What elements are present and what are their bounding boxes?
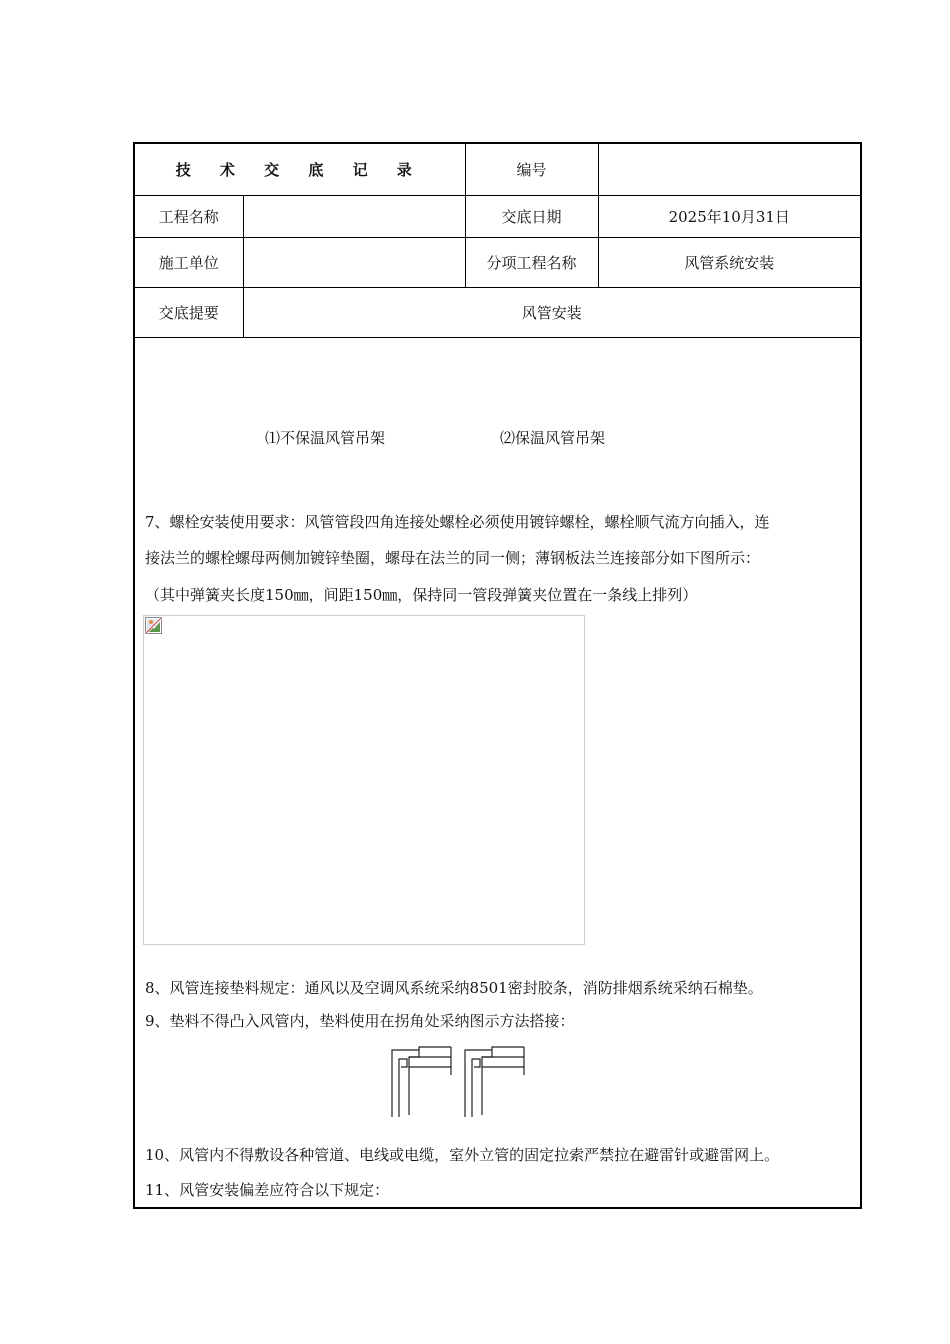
project-name-value <box>243 195 465 237</box>
paragraph-10: 10、风管内不得敷设各种管道、电线或电缆，室外立管的固定拉索严禁拉在避雷针或避雷网上。 <box>145 1146 780 1164</box>
caption-uninsulated-hanger: ⑴不保温风管吊架 <box>265 429 386 447</box>
paragraph-11: 11、风管安装偏差应符合以下规定： <box>145 1181 390 1199</box>
paragraph-9: 9、垫料不得凸入风管内，垫料使用在拐角处采纳图示方法搭接： <box>145 1012 575 1030</box>
summary-value: 风管安装 <box>243 287 860 337</box>
technical-disclosure-form <box>133 142 862 1209</box>
form-title: 技 术 交 底 记 录 <box>135 144 465 195</box>
paragraph-8: 8、风管连接垫料规定：通风以及空调风系统采纳8501密封胶条，消防排烟系统采纳石棉垫。 <box>145 979 763 997</box>
sub-project-label: 分项工程名称 <box>465 237 598 287</box>
date-value: 2025年10月31日 <box>598 195 860 237</box>
summary-label: 交底提要 <box>135 287 243 337</box>
broken-image-icon <box>145 617 162 634</box>
sub-project-value: 风管系统安装 <box>598 237 860 287</box>
caption-insulated-hanger: ⑵保温风管吊架 <box>500 429 606 447</box>
unit-label: 施工单位 <box>135 237 243 287</box>
gasket-corner-joint-diagram <box>389 1045 529 1117</box>
paragraph-7-line-2: 接法兰的螺栓螺母两侧加镀锌垫圈，螺母在法兰的同一侧；薄钢板法兰连接部分如下图所示： <box>145 549 761 567</box>
number-label: 编号 <box>465 144 598 195</box>
project-name-label: 工程名称 <box>135 195 243 237</box>
flange-connection-image <box>143 615 585 945</box>
paragraph-7-line-3: （其中弹簧夹长度150㎜，间距150㎜，保持同一管段弹簧夹位置在一条线上排列） <box>145 586 698 604</box>
paragraph-7-line-1: 7、螺栓安装使用要求：风管管段四角连接处螺栓必须使用镀锌螺栓，螺栓顺气流方向插入，连 <box>145 513 770 531</box>
header-table <box>135 144 860 338</box>
unit-value <box>243 237 465 287</box>
number-value <box>598 144 860 195</box>
date-label: 交底日期 <box>465 195 598 237</box>
